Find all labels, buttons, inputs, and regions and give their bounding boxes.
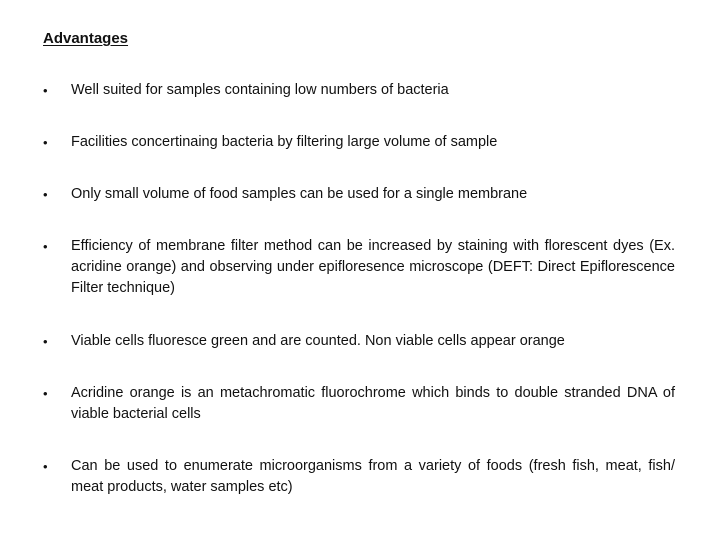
bullet-icon: • (43, 459, 48, 474)
bullet-icon: • (43, 83, 48, 98)
list-item-text: Well suited for samples containing low numbers of bacteria (71, 82, 449, 98)
list-item-text: Efficiency of membrane filter method can be increased by staining with florescent dyes (Ex. acridine orange) and observing under epifloresence microscope (DEFT: Direct Epiflorescence Filter technique) (71, 238, 675, 296)
list-item (43, 331, 675, 352)
list-item (43, 184, 675, 205)
list-item-text: Acridine orange is an metachromatic fluorochrome which binds to double stranded DNA of viable bacterial cells (71, 385, 675, 422)
list-item-text: Only small volume of food samples can be used for a single membrane (71, 186, 528, 202)
bullet-icon: • (43, 187, 48, 202)
bullet-icon: • (43, 334, 48, 349)
list-item-text: Can be used to enumerate microorganisms from a variety of foods (fresh fish, meat, fish/ meat products, water samples etc) (71, 458, 675, 495)
list-item (43, 132, 675, 153)
list-item (43, 383, 675, 425)
bullet-icon: • (43, 386, 48, 401)
section-heading: Advantages (43, 30, 129, 47)
list-item (43, 80, 675, 101)
list-item-text: Facilities concertinaing bacteria by filtering large volume of sample (71, 134, 498, 150)
list-item-text: Viable cells fluoresce green and are counted. Non viable cells appear orange (71, 333, 565, 349)
bullet-icon: • (43, 239, 48, 254)
bullet-icon: • (43, 135, 48, 150)
list-item (43, 236, 675, 299)
list-item (43, 456, 675, 498)
